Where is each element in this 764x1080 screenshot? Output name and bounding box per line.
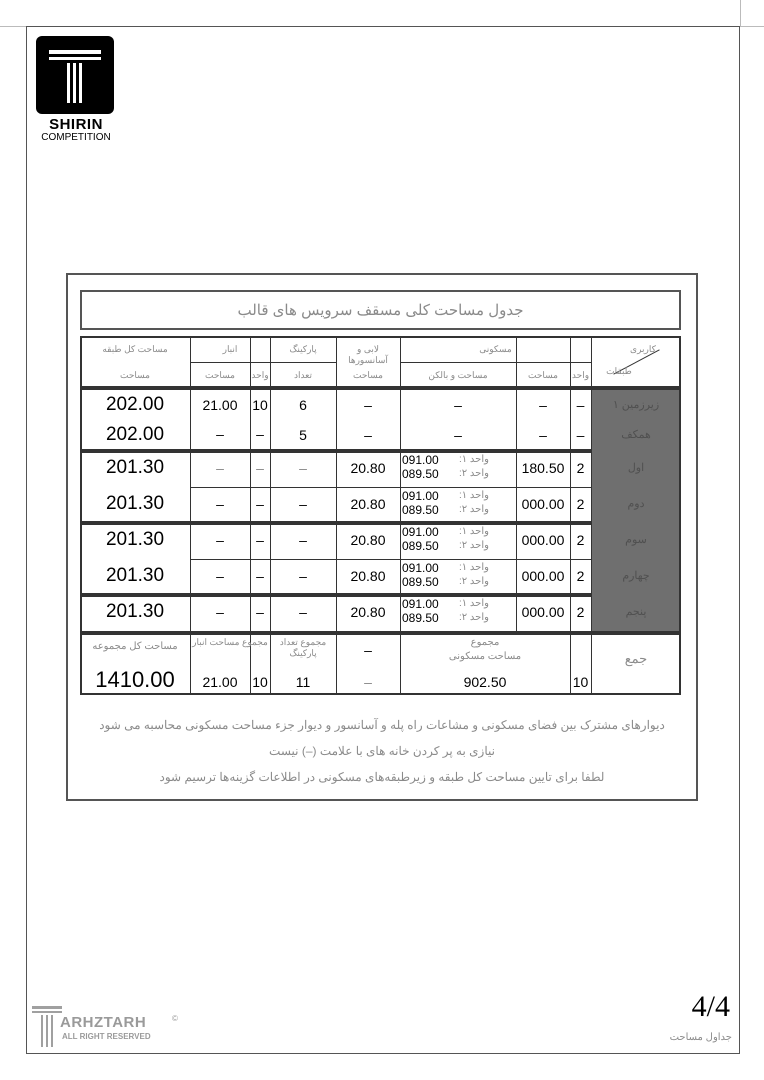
storage-total-caption: مجموع مساحت انبار	[192, 637, 268, 647]
note-line: نیازی به پر کردن خانه های با علامت (–) نیست	[269, 744, 495, 758]
note-line: دیوارهای مشترک بین فضای مسکونی و مشاعات راه پله و آسانسور و دیوار جزء مساحت مسکونی محاسبه می شود	[99, 718, 665, 732]
header-residential-balcony: مساحت و بالکن	[428, 370, 488, 380]
row-storage-area: 21.00	[202, 397, 238, 413]
corner-line-top	[0, 26, 26, 27]
row-res-tag-b: واحد ۲:	[459, 612, 489, 623]
col-line	[190, 336, 191, 695]
row-floor-label: چهارم	[622, 570, 650, 582]
footer-rights: ALL RIGHT RESERVED	[62, 1032, 151, 1041]
row-lobby: 20.80	[350, 568, 386, 584]
row-parking: 5	[299, 427, 307, 443]
row-storage-unit: –	[256, 496, 264, 512]
row-res-area: 180.50	[521, 460, 565, 476]
row-total-area: 202.00	[105, 394, 165, 415]
row-lobby: –	[364, 427, 372, 443]
row-res-unit: 2	[576, 568, 585, 584]
row-res-detail: –	[454, 427, 462, 443]
row-storage-unit: –	[256, 604, 264, 620]
header-sub-line	[400, 362, 591, 363]
row-parking: 6	[299, 397, 307, 413]
row-line	[190, 559, 591, 560]
row-res-detail-b: 089.50	[402, 503, 439, 517]
col-line	[270, 336, 271, 695]
row-parking: –	[299, 604, 307, 620]
totals-label: جمع	[624, 651, 648, 666]
row-storage-area: –	[216, 496, 224, 512]
row-total-area: 201.30	[105, 457, 165, 478]
row-res-detail-a: 091.00	[402, 453, 439, 467]
floor-label-shade	[591, 390, 679, 631]
row-storage-area: –	[216, 532, 224, 548]
res-total-unit: 10	[572, 674, 589, 690]
row-res-tag-b: واحد ۲:	[459, 468, 489, 479]
col-line	[591, 336, 592, 695]
row-res-tag-b: واحد ۲:	[459, 540, 489, 551]
row-floor-label: سوم	[625, 534, 647, 546]
row-floor-label: زیرزمین ۱	[612, 399, 660, 411]
parking-total-caption: مجموع تعداد پارکینگ	[279, 637, 327, 658]
total-area-caption: مساحت کل مجموعه	[92, 641, 178, 652]
row-storage-area: –	[216, 604, 224, 620]
row-line	[190, 487, 591, 488]
storage-total-unit: 10	[252, 674, 268, 690]
header-sub-line	[190, 362, 336, 363]
lobby-total: –	[364, 674, 372, 690]
row-storage-area: –	[216, 460, 224, 476]
corner-line-right	[740, 0, 741, 26]
row-res-tag-a: واحد ۱:	[459, 526, 489, 537]
row-res-unit: 2	[576, 532, 585, 548]
header-storage-area: مساحت	[205, 370, 235, 380]
header-lobby: لابی و آسانسورها	[348, 344, 388, 365]
row-res-unit: –	[576, 397, 585, 413]
row-res-detail-b: 089.50	[402, 611, 439, 625]
note-line: لطفا برای تایین مساحت کل طبقه و زیرطبقه‌های مسکونی در اطلاعات گزینه‌ها ترسیم شود	[159, 770, 605, 784]
row-res-detail-a: 091.00	[402, 525, 439, 539]
row-res-unit: 2	[576, 604, 585, 620]
header-parking-count: تعداد	[293, 370, 313, 380]
row-res-area: 000.00	[521, 496, 565, 512]
row-storage-unit: –	[256, 460, 264, 476]
res-total-caption-2: مساحت مسکونی	[448, 651, 522, 662]
row-lobby: 20.80	[350, 460, 386, 476]
row-total-area: 201.30	[105, 493, 165, 514]
storage-total-area: 21.00	[202, 674, 238, 690]
row-total-area: 201.30	[105, 529, 165, 550]
res-total-area: 902.50	[463, 674, 507, 690]
row-res-detail-b: 089.50	[402, 467, 439, 481]
logo-name: SHIRIN	[49, 116, 103, 133]
row-lobby: 20.80	[350, 532, 386, 548]
row-total-area: 201.30	[105, 565, 165, 586]
row-res-detail-a: 091.00	[402, 489, 439, 503]
header-residential-unit: واحد	[571, 370, 590, 380]
row-res-detail-a: 091.00	[402, 561, 439, 575]
row-res-tag-a: واحد ۱:	[459, 562, 489, 573]
row-parking: –	[299, 568, 307, 584]
row-res-tag-a: واحد ۱:	[459, 454, 489, 465]
row-storage-area: –	[216, 426, 224, 442]
page-number: 4/4	[691, 990, 730, 1023]
parking-total: 11	[295, 674, 311, 690]
row-floor-label: همکف	[621, 429, 651, 441]
row-res-unit: 2	[576, 460, 585, 476]
row-floor-label: پنجم	[625, 606, 647, 618]
row-floor-label: اول	[627, 462, 645, 474]
notes	[70, 712, 694, 790]
row-floor-label: دوم	[627, 498, 645, 510]
header-corner-usage: کاربری	[630, 344, 656, 354]
footer-brand: ARHZTARH	[60, 1014, 147, 1031]
row-res-detail-a: 091.00	[402, 597, 439, 611]
row-res-area: 000.00	[521, 604, 565, 620]
row-res-area: 000.00	[521, 568, 565, 584]
corner-line-right-h	[740, 26, 764, 27]
logo-sub: COMPETITION	[41, 132, 111, 143]
row-lobby: 20.80	[350, 604, 386, 620]
header-corner-floors: طبقات	[606, 366, 632, 376]
header-storage: انبار	[222, 344, 238, 354]
row-lobby: –	[364, 397, 372, 413]
row-res-detail-b: 089.50	[402, 575, 439, 589]
header-storage-unit: واحد	[251, 370, 269, 380]
grand-total-area: 1410.00	[95, 667, 175, 692]
res-total-caption-1: مجموع	[470, 637, 500, 648]
row-res-detail: –	[454, 397, 462, 413]
row-res-area: –	[539, 397, 547, 413]
row-storage-unit: –	[256, 568, 264, 584]
copyright-icon: ©	[172, 1014, 178, 1023]
row-storage-area: –	[216, 568, 224, 584]
header-residential-area: مساحت	[528, 370, 558, 380]
row-res-detail-b: 089.50	[402, 539, 439, 553]
row-total-area: 201.30	[105, 601, 165, 622]
row-parking: –	[299, 532, 307, 548]
page-caption: جداول مساحت	[669, 1032, 732, 1043]
row-parking: –	[299, 496, 307, 512]
header-residential: مسکونی	[479, 344, 512, 354]
row-res-unit: 2	[576, 496, 585, 512]
header-parking: پارکینگ	[289, 344, 317, 354]
row-storage-unit: –	[256, 426, 264, 442]
row-res-tag-b: واحد ۲:	[459, 576, 489, 587]
row-res-tag-a: واحد ۱:	[459, 598, 489, 609]
row-storage-unit: –	[256, 532, 264, 548]
row-storage-unit: 10	[252, 397, 268, 413]
row-total-area: 202.00	[105, 424, 165, 445]
lobby-total-top: –	[364, 642, 372, 658]
row-parking: –	[299, 460, 307, 476]
header-total-area-sub: مساحت	[120, 370, 150, 380]
header-lobby-area: مساحت	[353, 370, 383, 380]
row-res-area: 000.00	[521, 532, 565, 548]
shirin-logo	[36, 36, 114, 114]
row-res-tag-a: واحد ۱:	[459, 490, 489, 501]
header-total-area: مساحت کل طبقه	[102, 344, 168, 354]
row-res-unit: –	[576, 427, 585, 443]
table-title: جدول مساحت کلی مسقف سرویس های قالب	[80, 290, 681, 330]
row-lobby: 20.80	[350, 496, 386, 512]
row-res-tag-b: واحد ۲:	[459, 504, 489, 515]
row-res-area: –	[539, 427, 547, 443]
